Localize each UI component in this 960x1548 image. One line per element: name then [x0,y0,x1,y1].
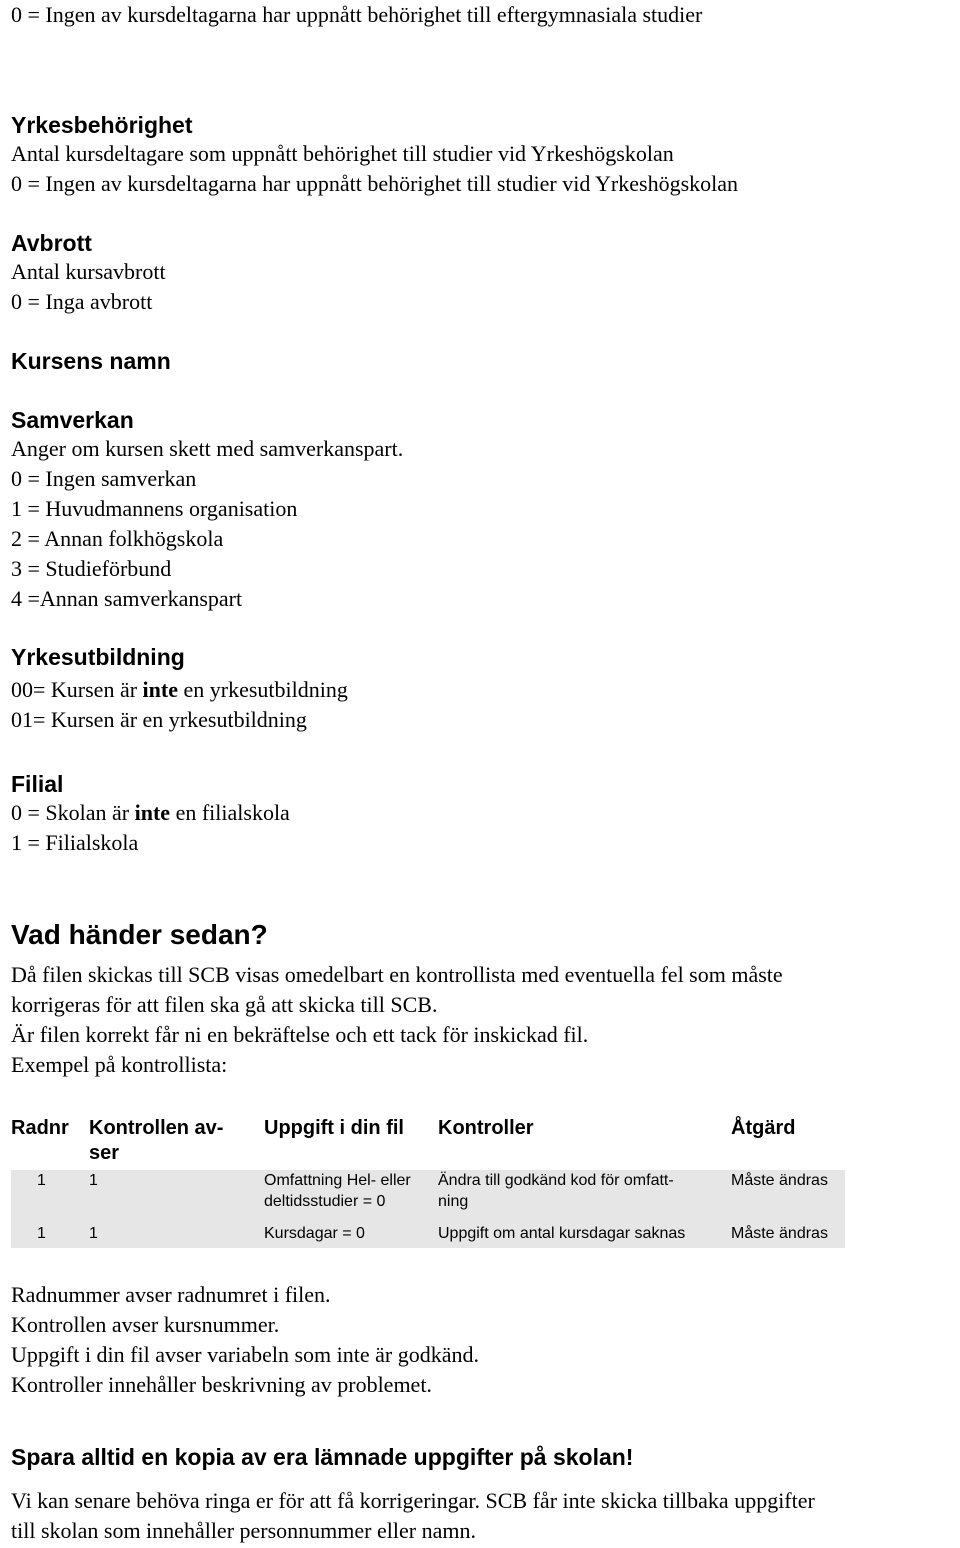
cell-radnr: 1 [37,1172,46,1189]
section-heading: Samverkan [11,407,134,433]
body-line: 0 = Ingen av kursdeltagarna har uppnått behörighet till studier vid Yrkeshögskolan [11,171,739,196]
body-line: Kontrollen avser kursnummer. [11,1312,280,1337]
section-kursens-namn [11,347,171,375]
body-line: Är filen korrekt får ni en bekräftelse och ett tack för inskickad fil. [11,1022,589,1047]
table-row [11,1170,845,1218]
cell-kontrollen: 1 [89,1225,98,1242]
header-kontroller: Kontroller [438,1117,534,1139]
table-header [11,1116,845,1170]
body-line: Kontroller innehåller beskrivning av problemet. [11,1372,432,1397]
table-row [11,1218,845,1248]
body-line: 00= Kursen är inte en yrkesutbildning [11,677,348,702]
section-vad-hander-sedan [11,918,783,1080]
section-filial [11,770,290,858]
cell-atgard: Måste ändras [731,1225,828,1242]
cell-uppgift: Omfattning Hel- eller deltidsstudier = 0 [264,1172,411,1210]
body-line: Då filen skickas till SCB visas omedelbart en kontrollista med eventuella fel som måste [11,962,783,987]
control-list-table [11,1116,845,1248]
section-heading: Kursens namn [11,348,171,374]
header-kontrollen: Kontrollen av- ser [89,1117,224,1164]
body-line: Anger om kursen skett med samverkanspart. [11,436,404,461]
cell-uppgift: Kursdagar = 0 [264,1225,365,1242]
body-line: 2 = Annan folkhögskola [11,526,224,551]
section-yrkesutbildning [11,643,348,735]
body-line: Radnummer avser radnumret i filen. [11,1282,331,1307]
header-atgard: Åtgärd [731,1117,796,1139]
section-spara [11,1443,815,1546]
body-line: Antal kursdeltagare som uppnått behörighet till studier vid Yrkeshögskolan [11,141,674,166]
body-line: 0 = Inga avbrott [11,289,153,314]
section-heading: Avbrott [11,230,92,256]
cell-atgard: Måste ändras [731,1172,828,1189]
body-line: 0 = Ingen samverkan [11,466,197,491]
section-heading: Spara alltid en kopia av era lämnade uppgifter på skolan! [11,1444,634,1470]
section-yrkesbehorighet [11,111,738,199]
body-line: 1 = Filialskola [11,830,139,855]
body-line: Uppgift i din fil avser variabeln som inte är godkänd. [11,1342,479,1367]
section-explanations [11,1280,479,1400]
body-line: Vi kan senare behöva ringa er för att få korrigeringar. SCB får inte skicka tillbaka uppgifter [11,1488,815,1513]
cell-kontrollen: 1 [89,1172,98,1189]
body-line: 1 = Huvudmannens organisation [11,496,298,521]
section-heading: Filial [11,771,64,797]
body-line: 01= Kursen är en yrkesutbildning [11,707,307,732]
body-line: Antal kursavbrott [11,259,166,284]
section-heading: Vad händer sedan? [11,919,268,950]
section-avbrott [11,229,166,317]
header-uppgift: Uppgift i din fil [264,1117,404,1139]
body-line: Exempel på kontrollista: [11,1052,228,1077]
body-line: 4 =Annan samverkanspart [11,586,243,611]
section-heading: Yrkesbehörighet [11,112,193,138]
section-heading: Yrkesutbildning [11,644,185,670]
section-samverkan [11,406,403,614]
body-line: 0 = Skolan är inte en filialskola [11,800,290,825]
cell-radnr: 1 [37,1225,46,1242]
header-radnr: Radnr [11,1117,69,1139]
cell-kontroller: Ändra till godkänd kod för omfatt- ning [438,1172,674,1210]
body-line: till skolan som innehåller personnummer eller namn. [11,1518,476,1543]
body-line: 3 = Studieförbund [11,556,172,581]
top-line: 0 = Ingen av kursdeltagarna har uppnått behörighet till eftergymnasiala studier [11,2,703,27]
body-line: korrigeras för att filen ska gå att skicka till SCB. [11,992,438,1017]
cell-kontroller: Uppgift om antal kursdagar saknas [438,1225,686,1242]
